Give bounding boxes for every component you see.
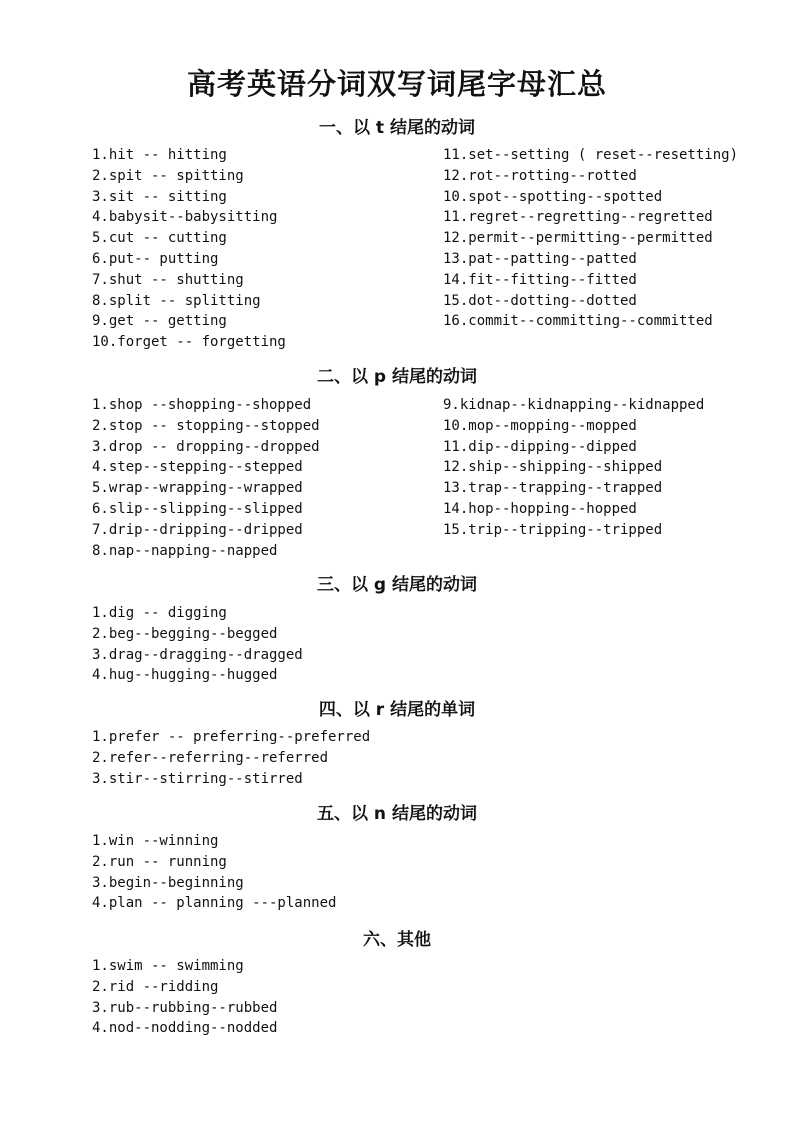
list-item: 1.win --winning xyxy=(92,833,219,849)
list-item: 7.drip--dripping--dripped xyxy=(92,521,303,538)
list-item: 12.rot--rotting--rotted xyxy=(443,167,637,184)
list-item: 1.swim -- swimming xyxy=(92,958,244,974)
word-list-p-right xyxy=(443,395,704,541)
word-list-t-right xyxy=(443,145,738,332)
word-list-t-left xyxy=(92,145,286,353)
list-item: 8.nap--napping--napped xyxy=(92,542,278,559)
list-item: 7.shut -- shutting xyxy=(92,271,244,288)
list-item: 2.spit -- spitting xyxy=(92,167,244,184)
list-item: 3.drop -- dropping--dropped xyxy=(92,438,320,455)
list-item: 3.sit -- sitting xyxy=(92,188,227,205)
section-heading-g: 三、以 g 结尾的动词 xyxy=(316,575,477,595)
list-item: 11.set--setting ( reset--resetting) xyxy=(443,147,739,163)
list-item: 10.spot--spotting--spotted xyxy=(443,188,663,205)
list-item: 3.stir--stirring--stirred xyxy=(92,770,303,787)
list-item: 2.beg--begging--begged xyxy=(92,625,278,642)
list-item: 16.commit--committing--committed xyxy=(443,313,713,330)
page-title: 高考英语分词双写词尾字母汇总 xyxy=(186,67,607,101)
list-item: 15.trip--tripping--tripped xyxy=(443,521,663,538)
list-item: 3.rub--rubbing--rubbed xyxy=(92,999,278,1016)
section-heading-other: 六、其他 xyxy=(363,930,431,950)
list-item: 4.nod--nodding--nodded xyxy=(92,1020,278,1037)
list-item: 3.drag--dragging--dragged xyxy=(92,646,303,663)
list-item: 9.kidnap--kidnapping--kidnapped xyxy=(443,397,705,413)
word-list-n xyxy=(92,831,336,914)
word-list-other xyxy=(92,956,277,1039)
list-item: 14.hop--hopping--hopped xyxy=(443,500,637,517)
list-item: 5.wrap--wrapping--wrapped xyxy=(92,480,303,497)
list-item: 2.refer--referring--referred xyxy=(92,749,329,766)
list-item: 10.forget -- forgetting xyxy=(92,334,286,351)
word-list-p-left xyxy=(92,395,320,561)
word-list-r xyxy=(92,727,370,789)
list-item: 1.hit -- hitting xyxy=(92,147,227,163)
list-item: 3.begin--beginning xyxy=(92,874,244,891)
section-heading-t: 一、以 t 结尾的动词 xyxy=(319,118,475,138)
list-item: 2.rid --ridding xyxy=(92,978,219,995)
list-item: 4.step--stepping--stepped xyxy=(92,459,303,476)
list-item: 6.put-- putting xyxy=(92,250,219,267)
list-item: 2.stop -- stopping--stopped xyxy=(92,417,320,434)
list-item: 4.plan -- planning ---planned xyxy=(92,895,337,912)
list-item: 1.prefer -- preferring--preferred xyxy=(92,729,371,745)
list-item: 8.split -- splitting xyxy=(92,292,261,309)
section-heading-r: 四、以 r 结尾的单词 xyxy=(318,700,476,720)
list-item: 11.regret--regretting--regretted xyxy=(443,209,713,226)
section-heading-n: 五、以 n 结尾的动词 xyxy=(317,804,477,824)
list-item: 13.pat--patting--patted xyxy=(443,250,637,267)
list-item: 4.hug--hugging--hugged xyxy=(92,667,278,684)
list-item: 14.fit--fitting--fitted xyxy=(443,271,637,288)
list-item: 12.ship--shipping--shipped xyxy=(443,459,663,476)
word-list-g xyxy=(92,603,303,686)
list-item: 1.shop --shopping--shopped xyxy=(92,397,312,413)
list-item: 13.trap--trapping--trapped xyxy=(443,480,663,497)
section-heading-p: 二、以 p 结尾的动词 xyxy=(316,367,477,387)
list-item: 5.cut -- cutting xyxy=(92,230,227,247)
list-item: 9.get -- getting xyxy=(92,313,227,330)
list-item: 4.babysit--babysitting xyxy=(92,209,278,226)
list-item: 1.dig -- digging xyxy=(92,605,227,621)
list-item: 15.dot--dotting--dotted xyxy=(443,292,637,309)
list-item: 12.permit--permitting--permitted xyxy=(443,230,713,247)
list-item: 11.dip--dipping--dipped xyxy=(443,438,637,455)
list-item: 2.run -- running xyxy=(92,853,227,870)
list-item: 6.slip--slipping--slipped xyxy=(92,500,303,517)
list-item: 10.mop--mopping--mopped xyxy=(443,417,637,434)
